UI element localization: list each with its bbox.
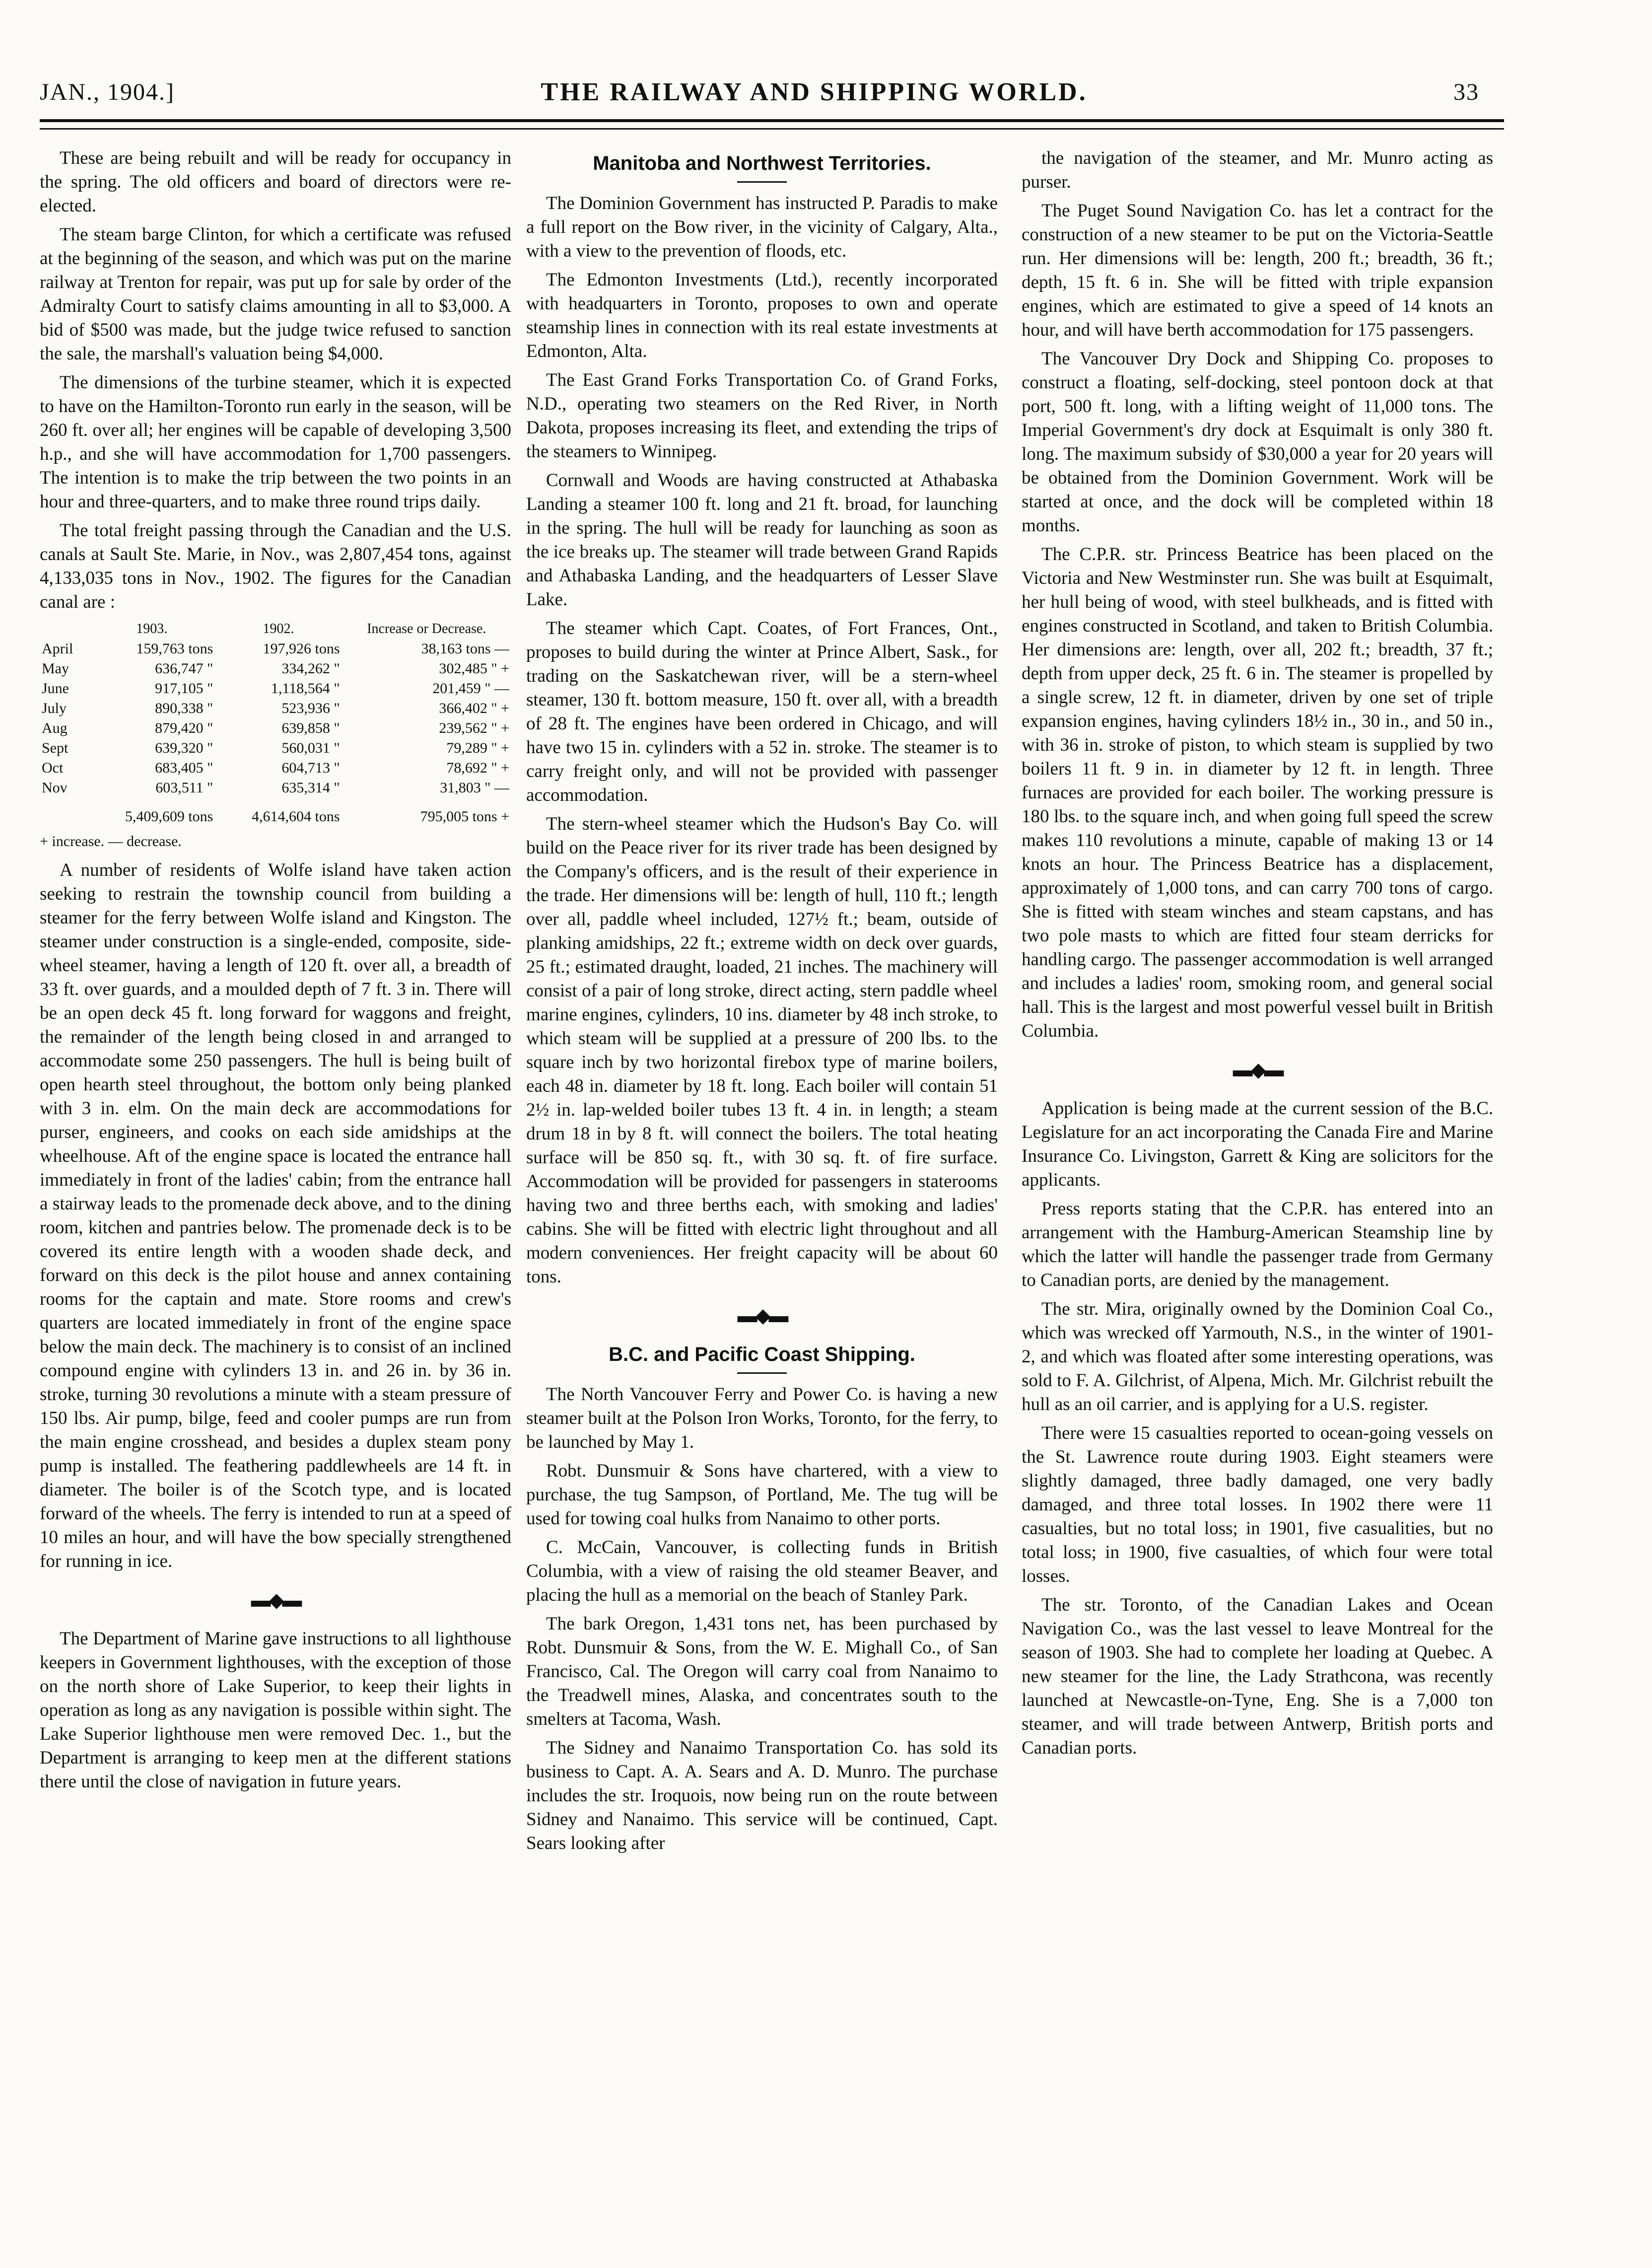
table-cell: 890,338 " [155, 700, 213, 716]
col1-paragraphs-c [40, 1627, 511, 1794]
canal-freight-table [40, 619, 511, 827]
paragraph: The Sidney and Nanaimo Transportation Co. has sold its business to Capt. A. A. Sears and A. D. Munro. The purchase includes the str. Iroquois, now being run on the route between Sidney and Nanaimo. This service will be continued, Capt. Sears looking after [526, 1738, 998, 1853]
table-cell: 879,420 " [155, 720, 213, 736]
section-divider-ornament: ▬◆▬ [737, 1304, 787, 1327]
paragraph: The Dominion Government has instructed P. Paradis to make a full report on the Bow river, in the vicinity of Calgary, Alta., with a view to the prevention of floods, etc. [526, 193, 998, 261]
paragraph: The total freight passing through the Canadian and the U.S. canals at Sault Ste. Marie, in Nov., was 2,807,454 tons, against 4,133,035 tons in Nov., 1902. The figures for the Canadian canal are : [40, 520, 511, 612]
table-header-cell: 1902. [263, 621, 294, 637]
table-cell: 683,405 " [155, 760, 213, 776]
table-row [40, 679, 511, 699]
table-row [40, 778, 511, 798]
col3-paragraphs-b [1022, 1097, 1493, 1760]
table-cell: 334,262 " [281, 660, 340, 677]
header-date: JAN., 1904.] [40, 78, 175, 105]
table-cell: 603,511 " [155, 780, 213, 796]
table-cell: 239,562 " + [439, 720, 509, 736]
table-cell: 639,858 " [281, 720, 340, 736]
section-heading-manitoba: Manitoba and Northwest Territories. [593, 152, 931, 174]
table-cell: 366,402 " + [439, 700, 509, 716]
table-cell: 1,118,564 " [271, 680, 340, 697]
table-cell [40, 798, 88, 827]
paragraph: The str. Toronto, of the Canadian Lakes and Ocean Navigation Co., was the last vessel to leave Montreal for the season of 1903. She had to complete her loading at Quebec. A new steamer for the line, the Lady Strathcona, was recently launched at Newcastle-on-Tyne, Eng. She is a 7,000 ton steamer, and will trade between Antwerp, British ports and Canadian ports. [1022, 1595, 1493, 1758]
table-body [40, 639, 511, 798]
paragraph: The North Vancouver Ferry and Power Co. is having a new steamer built at the Polson Iron Works, Toronto, for the ferry, to be launched by May 1. [526, 1384, 998, 1452]
page-header [40, 74, 1479, 109]
table-cell: 639,320 " [155, 740, 213, 756]
table-cell: 302,485 " + [439, 660, 509, 677]
paragraph: the navigation of the steamer, and Mr. Munro acting as purser. [1022, 148, 1493, 192]
table-header-cell: Increase or Decrease. [367, 621, 486, 637]
table-cell: 31,803 " — [440, 780, 509, 796]
paragraph: The Puget Sound Navigation Co. has let a contract for the construction of a new steamer to be put on the Victoria-Seattle run. Her dimensions will be: length, 200 ft.; breadth, 36 ft.; depth, 15 ft. 6 in. She will be fitted with triple expansion engines, which are estimated to give a speed of 14 knots an hour, and will have berth accommodation for 175 passengers. [1022, 201, 1493, 340]
col3-paragraphs-a [1022, 146, 1493, 1043]
table-row [40, 758, 511, 778]
table-cell: 635,314 " [281, 780, 340, 796]
table-cell: Sept [42, 740, 69, 756]
table-cell: 159,763 tons [136, 640, 213, 657]
paragraph: The steam barge Clinton, for which a certificate was refused at the beginning of the season, and which was put on the marine railway at Trenton for repair, was put up for sale by order of the Admiralty Court to satisfy claims amounting in all to $3,000. A bid of $500 was made, but the judge twice refused to sanction the sale, the marshall's valuation being $4,000. [40, 224, 511, 364]
table-cell: July [42, 700, 67, 716]
publication-title: THE RAILWAY AND SHIPPING WORLD. [541, 77, 1088, 106]
table-cell: April [42, 640, 73, 657]
paragraph: The stern-wheel steamer which the Hudson's Bay Co. will build on the Peace river for its river trade has been designed by the Company's officers, and is the result of their experience in the trade. Her dimensions will be: length of hull, 110 ft.; length over all, paddle wheel included, 127½ ft.; beam, outside of planking amidships, 22 ft.; extreme width on deck over guards, 25 ft.; estimated draught, loaded, 21 inches. The machinery will consist of a pair of long stroke, direct acting, stern paddle wheel marine engines, cylinders, 10 ins. diameter by 48 inch stroke, to which steam will be supplied at a pressure of 200 lbs. to the square inch by two horizontal firebox type of marine boilers, each 48 in. diameter by 18 ft. long. Each boiler will contain 51 2½ in. lap-welded boiler tubes 13 ft. 4 in. in length; a steam drum 18 in by 8 ft. will connect the boilers. The total heating surface will be 850 sq. ft., with 30 sq. ft. of fire surface. Accommodation will be provided for passengers in staterooms having two and three berths each, with smoking and ladies' cabins. She will be fitted with electric light throughout and all modern conveniences. Her freight capacity will be about 60 tons. [526, 814, 998, 1287]
table-cell: 917,105 " [155, 680, 213, 697]
table-cell: 795,005 tons + [420, 808, 509, 825]
header-rule-thin [40, 128, 1504, 130]
paragraph: There were 15 casualties reported to ocean-going vessels on the St. Lawrence route during 1903. Eight steamers were slightly damaged, three badly damaged, one very badly damaged, and three total losses. In 1902 there were 11 casualties, but no total loss; in 1901, five casualities, but no total loss; in 1900, five casualties, of which four were total losses. [1022, 1423, 1493, 1586]
table-cell: 604,713 " [281, 760, 340, 776]
table-cell: 78,692 " + [446, 760, 509, 776]
paragraph: The bark Oregon, 1,431 tons net, has been purchased by Robt. Dunsmuir & Sons, from the W. E. Mighall Co., of San Francisco, Cal. The Oregon will carry coal from Nanaimo to the Treadwell mines, Alaska, and concentrates south to the smelters at Tacoma, Wash. [526, 1614, 998, 1729]
paragraph: The C.P.R. str. Princess Beatrice has been placed on the Victoria and New Westminster run. She was built at Esquimalt, her hull being of wood, with steel bulkheads, and is fitted with engines constructed in Scotland, and taken to British Columbia. Her dimensions are: length, over all, 202 ft.; breadth, 37 ft.; depth from upper deck, 25 ft. 6 in. The steamer is propelled by a single screw, 12 ft. in diameter, driven by one set of triple expansion engines, having cylinders 18½ in., 30 in., and 50 in., with 36 in. stroke of piston, to which steam is supplied by two boilers 11 ft. 9 in. in diameter by 12 ft. in length. Three furnaces are provided for each boiler. The working pressure is 180 lbs. to the square inch, and when going full speed the screw makes 110 revolutions a minute, capable of making 13 or 14 knots an hour. The Princess Beatrice has a displacement, approximately of 1,000 tons, and can carry 700 tons of cargo. She is fitted with steam winches and steam capstans, and has two pole masts to which are fitted four steam derricks for handling cargo. The passenger accommodation is well arranged and includes a ladies' room, smoking room, and general social hall. This is the largest and most powerful vessel built in British Columbia. [1022, 544, 1493, 1041]
table-cell: 523,936 " [281, 700, 340, 716]
section-divider-ornament: ▬◆▬ [251, 1589, 300, 1611]
col2-paragraphs-a [526, 192, 998, 1289]
paragraph: C. McCain, Vancouver, is collecting funds in British Columbia, with a view of raising the old steamer Beaver, and placing the hull as a memorial on the beach of Stanley Park. [526, 1537, 998, 1605]
table-header-row [40, 619, 511, 639]
table-cell: May [42, 660, 69, 677]
paragraph: The steamer which Capt. Coates, of Fort Frances, Ont., proposes to build during the winter at Prince Albert, Sask., for trading on the Saskatchewan river, will be a stern-wheel steamer, 130 ft. bottom measure, 150 ft. over all, with a breadth of 28 ft. The engines have been ordered in Chicago, and will have two 15 in. cylinders with a 52 in. stroke. The steamer is to carry freight only, and will not be provided with passenger accommodation. [526, 618, 998, 805]
heading-underline [737, 1372, 787, 1374]
table-cell: 5,409,609 tons [125, 808, 213, 825]
paragraph: Application is being made at the current session of the B.C. Legislature for an act incorporating the Canada Fire and Marine Insurance Co. Livingston, Garrett & King are solicitors for the applicants. [1022, 1098, 1493, 1190]
table-legend: + increase. — decrease. [40, 833, 182, 850]
table-cell: Oct [42, 760, 64, 776]
table-cell: 560,031 " [281, 740, 340, 756]
paragraph: The Edmonton Investments (Ltd.), recently incorporated with headquarters in Toronto, proposes to own and operate steamship lines in connection with its real estate investments at Edmonton, Alta. [526, 270, 998, 361]
table-cell: Aug [42, 720, 68, 736]
section-heading-bc-pacific: B.C. and Pacific Coast Shipping. [609, 1344, 915, 1365]
table-cell: 197,926 tons [263, 640, 340, 657]
table-cell: 4,614,604 tons [252, 808, 340, 825]
column-2 [526, 146, 998, 2232]
page-number: 33 [1453, 78, 1479, 105]
section-divider-ornament: ▬◆▬ [1233, 1059, 1282, 1081]
paragraph: Cornwall and Woods are having constructed at Athabaska Landing a steamer 100 ft. long and 21 ft. broad, for launching in the spring. The hull will be ready for launching as soon as the ice breaks up. The steamer will trade between Grand Rapids and Athabaska Landing, and the headquarters of Lesser Slave Lake. [526, 470, 998, 610]
paragraph: These are being rebuilt and will be ready for occupancy in the spring. The old officers and board of directors were re-elected. [40, 148, 511, 216]
col1-paragraphs-a [40, 146, 511, 614]
table-row [40, 639, 511, 659]
table-total-row [40, 798, 511, 827]
table-row [40, 699, 511, 718]
table-row [40, 738, 511, 758]
paragraph: The Vancouver Dry Dock and Shipping Co. proposes to construct a floating, self-docking, steel pontoon dock at that port, 500 ft. long, with a lifting weight of 11,000 tons. The Imperial Government's dry dock at Esquimalt is only 380 ft. long. The maximum subsidy of $30,000 a year for 20 years will be obtained from the Dominion Government. Work will be started at once, and the dock will be completed within 18 months. [1022, 349, 1493, 536]
header-rule-thick [40, 119, 1504, 122]
heading-underline [737, 181, 787, 183]
paragraph: The East Grand Forks Transportation Co. of Grand Forks, N.D., operating two steamers on the Red River, in North Dakota, proposes increasing its fleet, and extending the trips of the steamers to Winnipeg. [526, 370, 998, 462]
col1-paragraphs-b [40, 858, 511, 1573]
paragraph: Press reports stating that the C.P.R. has entered into an arrangement with the Hamburg-American Steamship line by which the latter will handle the passenger trade from Germany to Canadian ports, are denied by the management. [1022, 1199, 1493, 1290]
paragraph: A number of residents of Wolfe island have taken action seeking to restrain the township council from building a steamer for the ferry between Wolfe island and Kingston. The steamer under construction is a single-ended, composite, side-wheel steamer, having a length of 120 ft. over all, a breadth of 33 ft. over guards, and a moulded depth of 7 ft. 3 in. There will be an open deck 45 ft. long forward for waggons and freight, the remainder of the length being closed in and arranged to accommodate some 250 passengers. The hull is being built of open hearth steel throughout, the bottom only being planked with 3 in. elm. On the main deck are accommodations for purser, engineers, and cooks on each side amidships at the wheelhouse. Aft of the engine space is located the entrance hall immediately in front of the ladies' cabin; from the entrance hall a stairway leads to the promenade deck above, and to the dining room, kitchen and pantries below. The promenade deck is to be covered its entire length with a wooden shade deck, and forward on this deck is the pilot house and annex containing rooms for the captain and mate. Store rooms and crew's quarters are located immediately in front of the engine space below the main deck. The machinery is to consist of an inclined compound engine with cylinders 13 in. and 26 in. by 36 in. stroke, turning 30 revolutions a minute with a steam pressure of 150 lbs. Air pump, bilge, feed and cooler pumps are run from the main engine crosshead, and besides a duplex steam pony pump is installed. The feathering paddlewheels are 14 ft. in diameter. The boiler is of the Scotch type, and is located forward of the wheels. The ferry is intended to run at a speed of 10 miles an hour, and will have the bow specially strengthened for running in ice. [40, 860, 511, 1571]
table-cell: June [42, 680, 69, 697]
table-cell: Nov [42, 780, 68, 796]
column-3 [1022, 146, 1493, 2232]
table-header-cell: 1903. [136, 621, 168, 637]
table-cell: 636,747 " [155, 660, 213, 677]
col2-paragraphs-b [526, 1383, 998, 1855]
paragraph: The str. Mira, originally owned by the Dominion Coal Co., which was wrecked off Yarmouth, N.S., in the winter of 1901-2, and which was floated after some interesting operations, was sold to F. A. Gilchrist, of Alpena, Mich. Mr. Gilchrist rebuilt the hull as an oil carrier, and is applying for a U.S. register. [1022, 1299, 1493, 1415]
table-cell: 79,289 " + [446, 740, 509, 756]
table-cell: 201,459 " — [432, 680, 509, 697]
table-header-cell [40, 619, 88, 639]
column-1 [40, 146, 511, 2232]
table-row [40, 718, 511, 738]
table-row [40, 659, 511, 679]
table-cell: 38,163 tons — [421, 640, 509, 657]
paragraph: The Department of Marine gave instructions to all lighthouse keepers in Government lighthouses, with the exception of those on the north shore of Lake Superior, to keep their lights in operation as long as any navigation is possible within sight. The Lake Superior lighthouse men were removed Dec. 1., but the Department is arranging to keep men at the different stations there until the close of navigation in future years. [40, 1629, 511, 1792]
paragraph: The dimensions of the turbine steamer, which it is expected to have on the Hamilton-Toronto run early in the season, will be 260 ft. over all; her engines will be capable of developing 3,500 h.p., and she will have accommodation for 1,700 passengers. The intention is to make the trip between the two points in an hour and three-quarters, and to make three round trips daily. [40, 372, 511, 512]
paragraph: Robt. Dunsmuir & Sons have chartered, with a view to purchase, the tug Sampson, of Portland, Me. The tug will be used for towing coal hulks from Nanaimo to other ports. [526, 1461, 998, 1529]
